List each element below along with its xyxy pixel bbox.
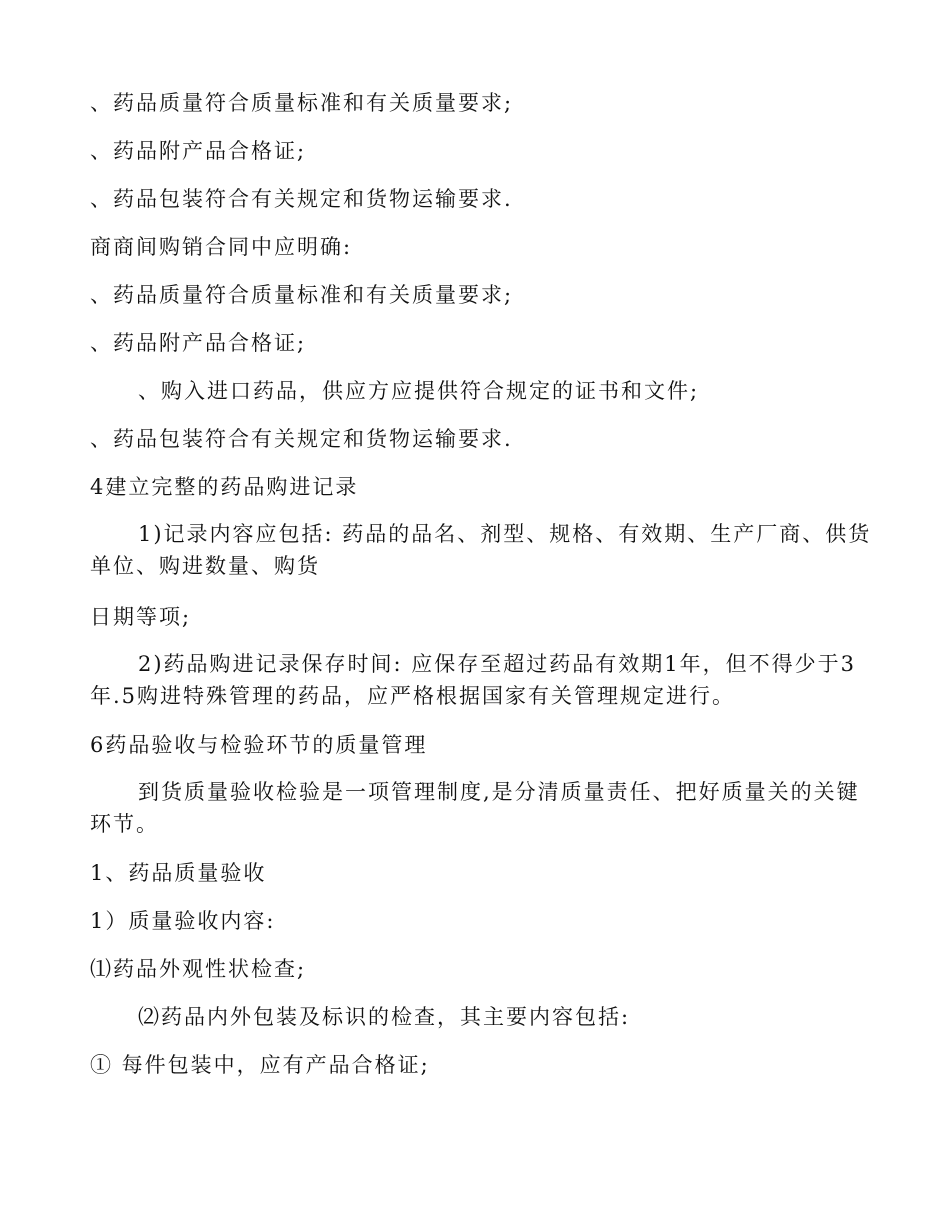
text-line: ① 每件包装中，应有产品合格证; [90,1053,430,1077]
paragraph: 2)药品购进记录保存时间: 应保存至超过药品有效期1年，但不得少于3年.5购进特殊管理的药品，应严格根据国家有关管理规定进行。 [90,652,857,708]
text-line: 、药品质量符合质量标准和有关质量要求; [90,91,514,115]
text-line: 、药品附产品合格证; [90,139,307,163]
text-line: 商商间购销合同中应明确: [90,235,353,259]
text-line: 、药品附产品合格证; [90,331,307,355]
section-heading: 4建立完整的药品购进记录 [90,475,359,499]
paragraph: 到货质量验收检验是一项管理制度,是分清质量责任、把好质量关的关键环节。 [90,780,860,836]
text-line: 日期等项; [90,605,192,629]
text-line: ⑵药品内外包装及标识的检查，其主要内容包括: [138,1005,631,1029]
section-heading: 1、药品质量验收 [90,861,267,885]
paragraph: 1)记录内容应包括: 药品的品名、剂型、规格、有效期、生产厂商、供货单位、购进数量、购货 [90,522,872,578]
text-line: 、药品质量符合质量标准和有关质量要求; [90,283,514,307]
text-line: 、购入进口药品，供应方应提供符合规定的证书和文件; [138,379,700,403]
text-line: 1）质量验收内容: [90,909,276,933]
text-line: 、药品包装符合有关规定和货物运输要求. [90,187,513,211]
section-heading: 6药品验收与检验环节的质量管理 [90,733,428,757]
text-line: 、药品包装符合有关规定和货物运输要求. [90,427,513,451]
text-line: ⑴药品外观性状检查; [90,957,307,981]
